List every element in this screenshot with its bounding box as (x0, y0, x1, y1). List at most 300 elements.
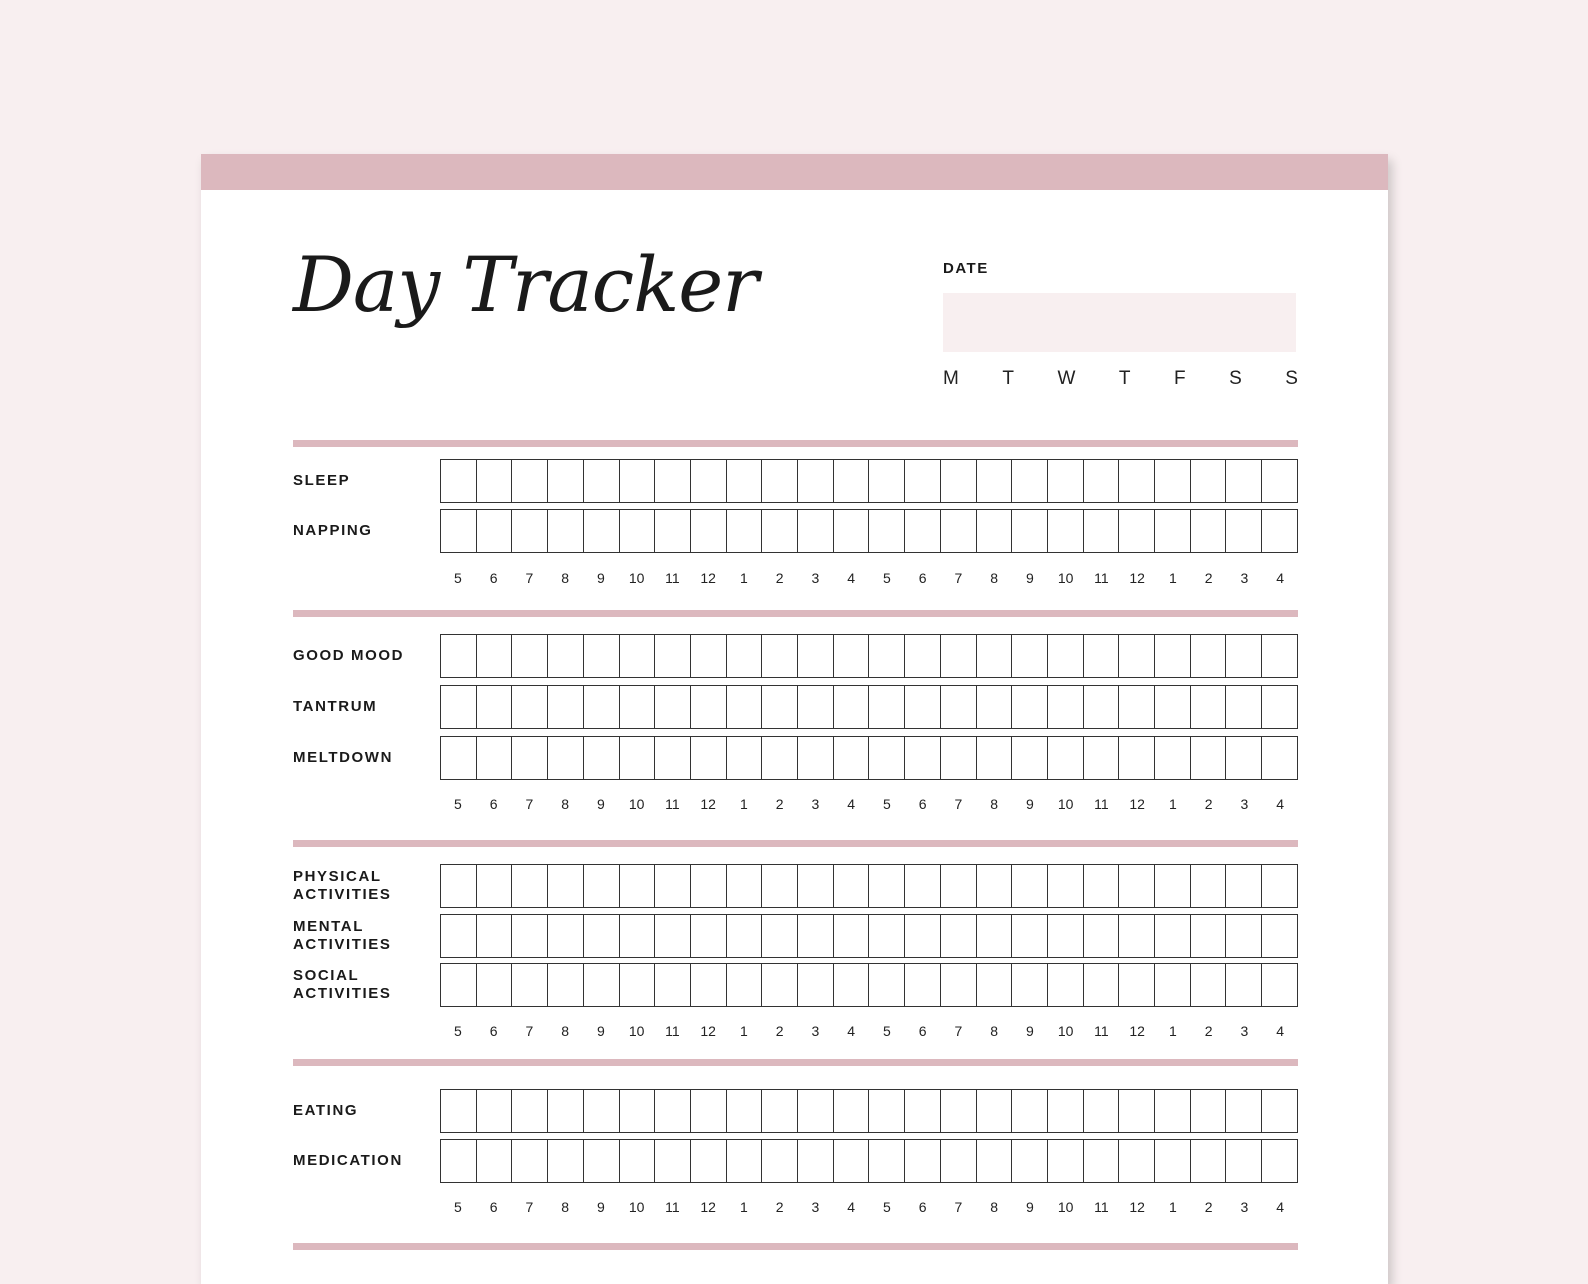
hour-cell[interactable] (548, 686, 584, 728)
hour-cell[interactable] (441, 635, 477, 677)
hour-cell[interactable] (512, 964, 548, 1006)
hour-label: 2 (775, 796, 784, 812)
hour-cell[interactable] (1012, 964, 1048, 1006)
hour-cell[interactable] (727, 635, 763, 677)
hour-cell[interactable] (655, 964, 691, 1006)
hour-cell[interactable] (834, 737, 870, 779)
hour-cell[interactable] (798, 635, 834, 677)
hour-cell[interactable] (584, 865, 620, 907)
hour-cell[interactable] (941, 635, 977, 677)
hour-cell[interactable] (798, 964, 834, 1006)
hour-cell[interactable] (1012, 737, 1048, 779)
hour-cell[interactable] (941, 510, 977, 552)
hour-cell[interactable] (762, 964, 798, 1006)
hour-cell[interactable] (1155, 460, 1191, 502)
hour-cell[interactable] (869, 865, 905, 907)
hour-cell[interactable] (1119, 1140, 1155, 1182)
hour-cell[interactable] (905, 510, 941, 552)
hour-cell[interactable] (1226, 1090, 1262, 1132)
hour-cell[interactable] (905, 865, 941, 907)
hour-cell[interactable] (1226, 737, 1262, 779)
hour-cell[interactable] (1048, 737, 1084, 779)
hour-cell[interactable] (1119, 964, 1155, 1006)
hour-cell[interactable] (869, 1090, 905, 1132)
hour-label: 11 (665, 570, 680, 586)
hour-label: 11 (665, 1023, 680, 1039)
hour-cell[interactable] (1155, 737, 1191, 779)
hour-cell[interactable] (798, 510, 834, 552)
hour-cell[interactable] (1012, 635, 1048, 677)
hour-label: 8 (561, 1199, 570, 1215)
hour-cell[interactable] (869, 915, 905, 957)
hour-cell[interactable] (1119, 510, 1155, 552)
hour-cell[interactable] (1191, 1140, 1227, 1182)
hour-cell[interactable] (1012, 686, 1048, 728)
hour-cell[interactable] (1084, 686, 1120, 728)
hour-cell[interactable] (727, 686, 763, 728)
hour-cell[interactable] (834, 460, 870, 502)
hour-cell[interactable] (1155, 510, 1191, 552)
row-label (293, 918, 433, 954)
hour-cell[interactable] (834, 635, 870, 677)
hour-cell[interactable] (477, 686, 513, 728)
hour-cell[interactable] (441, 737, 477, 779)
hour-cell[interactable] (548, 737, 584, 779)
hour-cell[interactable] (548, 1090, 584, 1132)
hour-cell[interactable] (1262, 737, 1298, 779)
hour-cell[interactable] (477, 964, 513, 1006)
hour-label: 5 (882, 570, 891, 586)
hour-cell[interactable] (1012, 1090, 1048, 1132)
hour-cell[interactable] (941, 1140, 977, 1182)
hour-cell[interactable] (762, 865, 798, 907)
hour-grid-row (440, 963, 1298, 1007)
weekday-3[interactable]: T (1118, 368, 1131, 389)
hour-cell[interactable] (1048, 686, 1084, 728)
hour-cell[interactable] (548, 1140, 584, 1182)
hour-label: 9 (1025, 570, 1034, 586)
hour-cell[interactable] (798, 737, 834, 779)
hour-cell[interactable] (1084, 460, 1120, 502)
hour-label: 11 (1094, 1199, 1109, 1215)
row-label (293, 749, 433, 767)
hour-cell[interactable] (1262, 964, 1298, 1006)
hour-cell[interactable] (1262, 865, 1298, 907)
hour-label: 8 (990, 1199, 999, 1215)
hour-cell[interactable] (941, 964, 977, 1006)
hour-cell[interactable] (1084, 737, 1120, 779)
hour-cell[interactable] (512, 635, 548, 677)
hour-cell[interactable] (441, 1090, 477, 1132)
hour-cell[interactable] (869, 737, 905, 779)
hour-cell[interactable] (691, 686, 727, 728)
hour-label: 2 (1204, 796, 1213, 812)
hour-cell[interactable] (512, 1090, 548, 1132)
hour-cell[interactable] (584, 635, 620, 677)
hour-cell[interactable] (1191, 915, 1227, 957)
hour-cell[interactable] (977, 460, 1013, 502)
hour-cell[interactable] (691, 964, 727, 1006)
hour-cell[interactable] (477, 737, 513, 779)
hour-cell[interactable] (762, 686, 798, 728)
hour-cell[interactable] (1119, 635, 1155, 677)
hour-cell[interactable] (691, 635, 727, 677)
hour-cell[interactable] (620, 510, 656, 552)
hour-cell[interactable] (905, 915, 941, 957)
hour-cell[interactable] (977, 915, 1013, 957)
hour-cell[interactable] (1191, 510, 1227, 552)
hour-cell[interactable] (727, 1140, 763, 1182)
hour-cell[interactable] (1191, 964, 1227, 1006)
hour-cell[interactable] (691, 510, 727, 552)
hour-cell[interactable] (1262, 686, 1298, 728)
row-label (293, 472, 433, 490)
hour-cell[interactable] (1155, 865, 1191, 907)
hour-cell[interactable] (548, 460, 584, 502)
hour-grid-row (440, 509, 1298, 553)
hour-cell[interactable] (834, 1090, 870, 1132)
hour-cell[interactable] (1084, 915, 1120, 957)
hour-grid-row (440, 1139, 1298, 1183)
hour-cell[interactable] (1226, 460, 1262, 502)
hour-cell[interactable] (905, 1140, 941, 1182)
hour-cell[interactable] (1262, 1090, 1298, 1132)
hour-label: 1 (1168, 1023, 1177, 1039)
hour-cell[interactable] (727, 510, 763, 552)
hour-cell[interactable] (1012, 865, 1048, 907)
hour-label: 12 (700, 570, 716, 586)
hour-cell[interactable] (655, 1090, 691, 1132)
hour-cell[interactable] (1155, 635, 1191, 677)
hour-cell[interactable] (691, 865, 727, 907)
hour-cell[interactable] (512, 686, 548, 728)
hour-cell[interactable] (977, 510, 1013, 552)
hour-cell[interactable] (762, 1090, 798, 1132)
hour-cell[interactable] (1048, 510, 1084, 552)
hour-cell[interactable] (941, 737, 977, 779)
hour-cell[interactable] (1191, 865, 1227, 907)
hour-cell[interactable] (548, 635, 584, 677)
hour-cell[interactable] (834, 915, 870, 957)
weekday-6[interactable]: S (1285, 368, 1298, 389)
hour-cell[interactable] (1119, 460, 1155, 502)
hour-cell[interactable] (834, 865, 870, 907)
hour-cell[interactable] (1262, 510, 1298, 552)
hour-cell[interactable] (1048, 635, 1084, 677)
hour-label: 3 (811, 1199, 820, 1215)
hour-cell[interactable] (941, 1090, 977, 1132)
hour-cell[interactable] (727, 1090, 763, 1132)
hour-cell[interactable] (620, 635, 656, 677)
hour-cell[interactable] (691, 1090, 727, 1132)
hour-cell[interactable] (1155, 964, 1191, 1006)
hour-cell[interactable] (798, 460, 834, 502)
hour-cell[interactable] (727, 865, 763, 907)
hour-cell[interactable] (869, 964, 905, 1006)
hour-cell[interactable] (1262, 635, 1298, 677)
hour-cell[interactable] (869, 635, 905, 677)
hour-cell[interactable] (977, 635, 1013, 677)
hour-cell[interactable] (1262, 915, 1298, 957)
hour-label: 4 (847, 570, 856, 586)
hour-cell[interactable] (1226, 1140, 1262, 1182)
hour-cell[interactable] (1191, 1090, 1227, 1132)
hour-cell[interactable] (584, 964, 620, 1006)
hour-cell[interactable] (1191, 686, 1227, 728)
hour-cell[interactable] (1048, 1140, 1084, 1182)
hour-cell[interactable] (584, 915, 620, 957)
hour-cell[interactable] (584, 686, 620, 728)
hour-cell[interactable] (441, 510, 477, 552)
hour-cell[interactable] (1119, 1090, 1155, 1132)
hour-cell[interactable] (1155, 915, 1191, 957)
hour-cell[interactable] (548, 964, 584, 1006)
hour-cell[interactable] (620, 1090, 656, 1132)
hour-cell[interactable] (620, 460, 656, 502)
hour-label: 2 (1204, 1199, 1213, 1215)
hour-cell[interactable] (655, 915, 691, 957)
hour-cell[interactable] (655, 865, 691, 907)
hour-cell[interactable] (798, 915, 834, 957)
row-label-line: SOCIAL (293, 967, 360, 984)
hour-cell[interactable] (762, 737, 798, 779)
hour-cell[interactable] (584, 510, 620, 552)
tracker-sheet (201, 154, 1388, 1284)
hour-cell[interactable] (1048, 964, 1084, 1006)
hour-label: 12 (700, 1199, 716, 1215)
hour-cell[interactable] (834, 510, 870, 552)
hour-cell[interactable] (1048, 460, 1084, 502)
hour-label: 4 (1276, 570, 1285, 586)
hour-cell[interactable] (512, 865, 548, 907)
hour-cell[interactable] (584, 1090, 620, 1132)
hour-cell[interactable] (584, 737, 620, 779)
hour-cell[interactable] (655, 510, 691, 552)
hour-cell[interactable] (1084, 964, 1120, 1006)
hour-cell[interactable] (1262, 1140, 1298, 1182)
hour-label: 11 (1094, 1023, 1109, 1039)
hour-cell[interactable] (512, 510, 548, 552)
hour-cell[interactable] (512, 915, 548, 957)
hour-cell[interactable] (798, 1140, 834, 1182)
hour-cell[interactable] (1226, 964, 1262, 1006)
hour-label: 6 (918, 1023, 927, 1039)
hour-label: 3 (811, 796, 820, 812)
hour-cell[interactable] (620, 865, 656, 907)
hour-cell[interactable] (798, 865, 834, 907)
hour-cell[interactable] (584, 1140, 620, 1182)
hour-cell[interactable] (512, 460, 548, 502)
hour-cell[interactable] (620, 686, 656, 728)
hour-cell[interactable] (655, 460, 691, 502)
hour-cell[interactable] (477, 915, 513, 957)
hour-cell[interactable] (977, 865, 1013, 907)
hour-cell[interactable] (1119, 915, 1155, 957)
hour-cell[interactable] (1012, 460, 1048, 502)
hour-cell[interactable] (977, 1140, 1013, 1182)
hour-label: 5 (882, 1023, 891, 1039)
hour-cell[interactable] (869, 460, 905, 502)
hour-cell[interactable] (441, 1140, 477, 1182)
hour-cell[interactable] (1084, 510, 1120, 552)
hour-cell[interactable] (1226, 510, 1262, 552)
hour-cell[interactable] (834, 1140, 870, 1182)
hour-cell[interactable] (441, 865, 477, 907)
hour-cell[interactable] (1048, 1090, 1084, 1132)
hour-cell[interactable] (762, 1140, 798, 1182)
hour-cell[interactable] (1155, 1140, 1191, 1182)
weekday-4[interactable]: F (1173, 368, 1186, 389)
hour-cell[interactable] (1262, 460, 1298, 502)
hour-cell[interactable] (441, 964, 477, 1006)
weekday-5[interactable]: S (1229, 368, 1242, 389)
hour-cell[interactable] (548, 510, 584, 552)
hour-cell[interactable] (905, 686, 941, 728)
hour-label: 7 (525, 1199, 534, 1215)
hour-cell[interactable] (1119, 737, 1155, 779)
hour-cell[interactable] (620, 964, 656, 1006)
hour-cell[interactable] (620, 915, 656, 957)
hour-cell[interactable] (762, 915, 798, 957)
hour-cell[interactable] (905, 635, 941, 677)
hour-cell[interactable] (477, 1090, 513, 1132)
hour-cell[interactable] (869, 1140, 905, 1182)
hour-cell[interactable] (1012, 915, 1048, 957)
hour-cell[interactable] (441, 460, 477, 502)
hour-cell[interactable] (1191, 737, 1227, 779)
hour-cell[interactable] (441, 915, 477, 957)
hour-cell[interactable] (691, 1140, 727, 1182)
hour-cell[interactable] (477, 510, 513, 552)
hour-cell[interactable] (1084, 1090, 1120, 1132)
hour-cell[interactable] (512, 737, 548, 779)
hour-cell[interactable] (977, 737, 1013, 779)
hour-label: 1 (1168, 1199, 1177, 1215)
hour-label: 10 (1057, 570, 1074, 586)
hour-cell[interactable] (548, 865, 584, 907)
hour-cell[interactable] (691, 915, 727, 957)
weekday-2[interactable]: W (1057, 368, 1076, 389)
hour-cell[interactable] (834, 686, 870, 728)
hour-cell[interactable] (834, 964, 870, 1006)
hour-cell[interactable] (1226, 915, 1262, 957)
hour-cell[interactable] (1226, 865, 1262, 907)
hour-cell[interactable] (1119, 686, 1155, 728)
hour-cell[interactable] (691, 460, 727, 502)
row-label-line: SLEEP (293, 472, 351, 489)
hour-label: 7 (954, 1199, 963, 1215)
hour-cell[interactable] (977, 964, 1013, 1006)
hour-cell[interactable] (1226, 686, 1262, 728)
hour-cell[interactable] (1226, 635, 1262, 677)
hour-cell[interactable] (1048, 865, 1084, 907)
hour-cell[interactable] (941, 686, 977, 728)
weekday-1[interactable]: T (1002, 368, 1014, 389)
hour-cell[interactable] (1012, 510, 1048, 552)
date-field[interactable] (943, 293, 1296, 352)
row-label-line: ACTIVITIES (293, 886, 392, 903)
hour-cell[interactable] (905, 460, 941, 502)
hour-cell[interactable] (905, 964, 941, 1006)
weekday-0[interactable]: M (943, 368, 959, 389)
hour-label: 7 (954, 1023, 963, 1039)
hour-cell[interactable] (620, 1140, 656, 1182)
hour-cell[interactable] (941, 915, 977, 957)
hour-cell[interactable] (941, 865, 977, 907)
top-color-band (201, 154, 1388, 190)
hour-cell[interactable] (584, 460, 620, 502)
hour-cell[interactable] (477, 1140, 513, 1182)
hour-cell[interactable] (727, 737, 763, 779)
hour-cell[interactable] (1084, 1140, 1120, 1182)
section-divider (293, 1243, 1298, 1250)
hour-cell[interactable] (869, 510, 905, 552)
hour-cell[interactable] (977, 686, 1013, 728)
hour-cell[interactable] (477, 635, 513, 677)
row-label (293, 1152, 433, 1170)
hour-cell[interactable] (655, 686, 691, 728)
hour-cell[interactable] (548, 915, 584, 957)
hour-cell[interactable] (1048, 915, 1084, 957)
hour-cell[interactable] (1084, 635, 1120, 677)
hour-label: 9 (1025, 1023, 1034, 1039)
hour-cell[interactable] (691, 737, 727, 779)
hour-cell[interactable] (1191, 635, 1227, 677)
hour-cell[interactable] (655, 1140, 691, 1182)
hour-cell[interactable] (1155, 1090, 1191, 1132)
hour-cell[interactable] (1191, 460, 1227, 502)
hour-cell[interactable] (1119, 865, 1155, 907)
hour-cell[interactable] (727, 915, 763, 957)
hour-label: 12 (700, 796, 716, 812)
hour-cell[interactable] (655, 635, 691, 677)
section-divider (293, 840, 1298, 847)
hour-cell[interactable] (762, 460, 798, 502)
hour-labels (440, 1023, 1298, 1039)
hour-label: 2 (775, 1199, 784, 1215)
hour-cell[interactable] (762, 635, 798, 677)
row-label-line: ACTIVITIES (293, 936, 392, 953)
hour-cell[interactable] (905, 1090, 941, 1132)
hour-cell[interactable] (727, 964, 763, 1006)
hour-cell[interactable] (905, 737, 941, 779)
hour-cell[interactable] (727, 460, 763, 502)
hour-cell[interactable] (977, 1090, 1013, 1132)
hour-cell[interactable] (762, 510, 798, 552)
hour-label: 8 (990, 570, 999, 586)
hour-cell[interactable] (441, 686, 477, 728)
hour-cell[interactable] (798, 686, 834, 728)
hour-cell[interactable] (477, 460, 513, 502)
hour-cell[interactable] (620, 737, 656, 779)
hour-label: 4 (847, 1023, 856, 1039)
hour-cell[interactable] (798, 1090, 834, 1132)
hour-cell[interactable] (655, 737, 691, 779)
hour-label: 7 (525, 796, 534, 812)
hour-cell[interactable] (941, 460, 977, 502)
hour-label: 9 (1025, 796, 1034, 812)
row-label-line: TANTRUM (293, 698, 378, 715)
hour-cell[interactable] (869, 686, 905, 728)
hour-cell[interactable] (1012, 1140, 1048, 1182)
section-divider (293, 610, 1298, 617)
hour-cell[interactable] (512, 1140, 548, 1182)
hour-label: 2 (1204, 1023, 1213, 1039)
hour-cell[interactable] (1084, 865, 1120, 907)
hour-cell[interactable] (1155, 686, 1191, 728)
hour-cell[interactable] (477, 865, 513, 907)
hour-label: 4 (847, 796, 856, 812)
